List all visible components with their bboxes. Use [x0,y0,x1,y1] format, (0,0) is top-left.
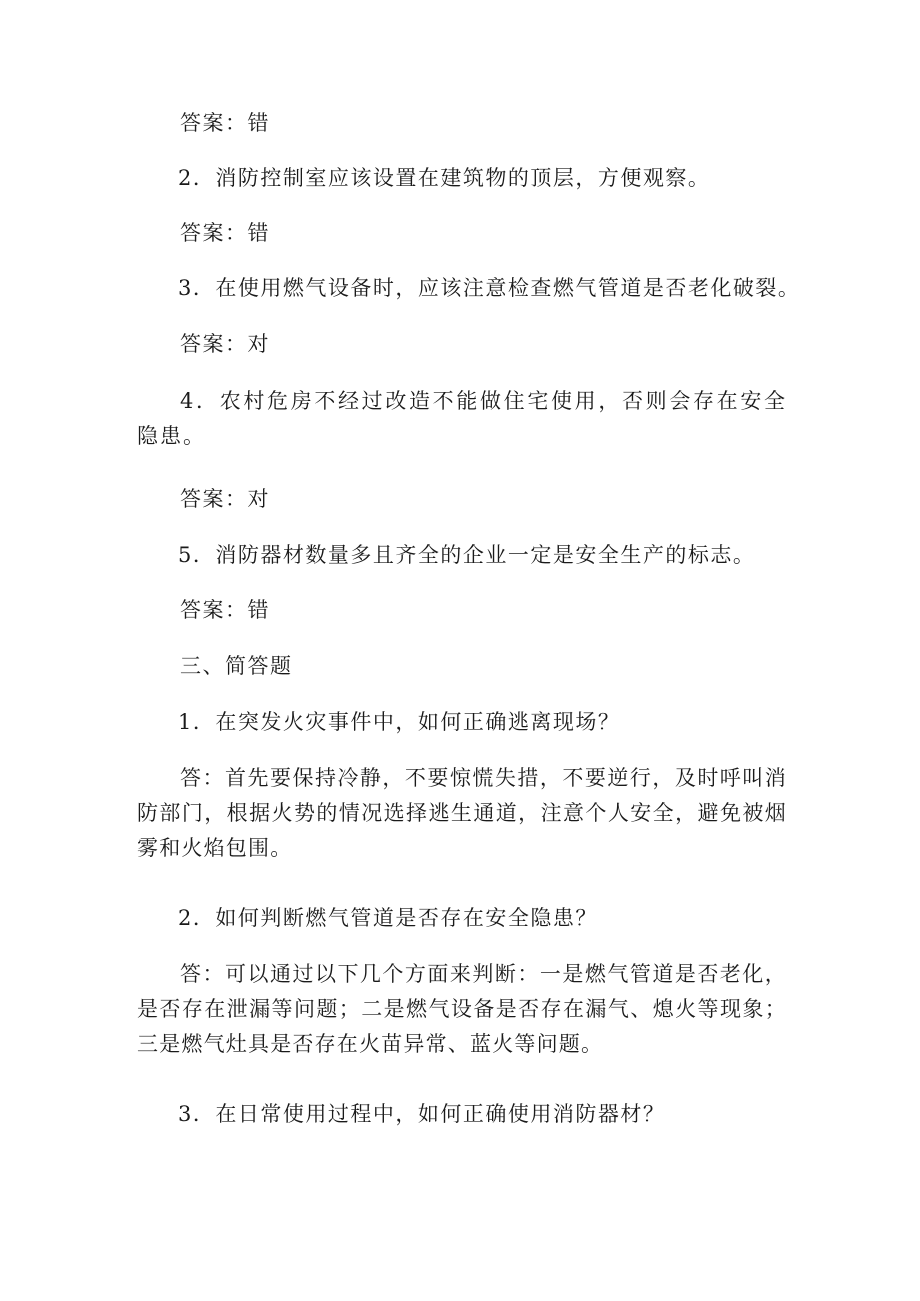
section-heading-short-answer: 三、简答题 [180,654,293,678]
answer-5: 答案：错 [180,598,270,622]
short-question-3: 3．在日常使用过程中，如何正确使用消防器材？ [178,1102,666,1126]
short-answer-1: 答：首先要保持冷静，不要惊慌失措，不要逆行，及时呼叫消防部门，根据火势的情况选择逃生通道，注意个人安全，避免被烟雾和火焰包围。 [137,766,787,860]
short-question-1: 1．在突发火灾事件中，如何正确逃离现场？ [178,710,621,734]
answer-1: 答案：错 [180,111,270,135]
short-answer-2: 答：可以通过以下几个方面来判断：一是燃气管道是否老化，是否存在泄漏等问题；二是燃气设备是否存在漏气、熄火等现象；三是燃气灶具是否存在火苗异常、蓝火等问题。 [137,962,787,1056]
question-4: 4．农村危房不经过改造不能做住宅使用，否则会存在安全隐患。 [137,389,787,448]
answer-2: 答案：错 [180,221,270,245]
question-2: 2．消防控制室应该设置在建筑物的顶层，方便观察。 [178,166,711,190]
question-5: 5．消防器材数量多且齐全的企业一定是安全生产的标志。 [178,543,756,567]
question-3: 3．在使用燃气设备时，应该注意检查燃气管道是否老化破裂。 [178,276,801,300]
answer-3: 答案：对 [180,332,270,356]
short-question-2: 2．如何判断燃气管道是否存在安全隐患？ [178,906,598,930]
answer-4: 答案：对 [180,487,270,511]
